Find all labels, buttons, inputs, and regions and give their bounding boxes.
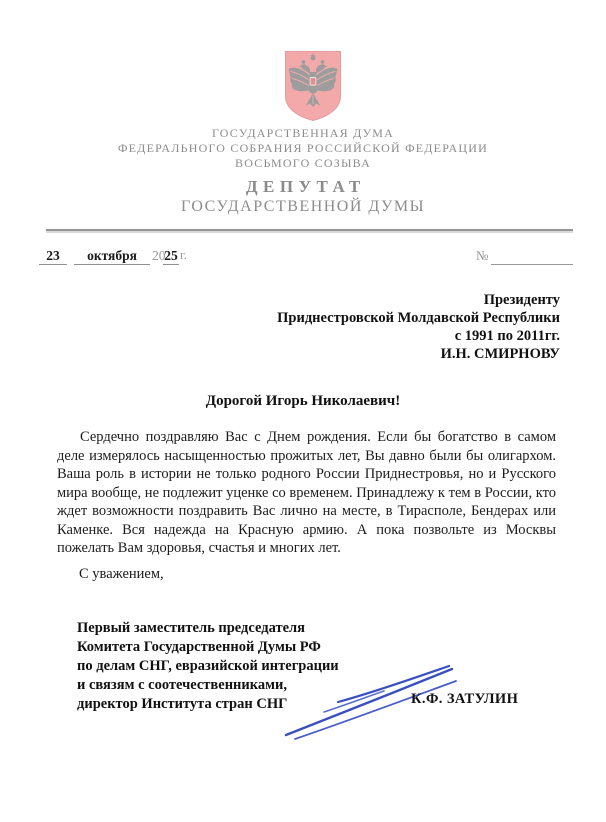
deputy-subtitle: ГОСУДАРСТВЕННОЙ ДУМЫ xyxy=(180,198,426,215)
coat-of-arms-icon xyxy=(283,50,343,122)
recipient-line: Приднестровской Молдавской Республики xyxy=(277,310,560,326)
date-day: 23 xyxy=(39,247,67,265)
date-year: 25 xyxy=(164,248,178,263)
salutation: Дорогой Игорь Николаевич! xyxy=(205,393,401,409)
date-number-row xyxy=(0,247,606,265)
signer-title-line: и связям с соотечественниками, xyxy=(77,677,287,693)
recipient-line: Президенту xyxy=(483,292,560,308)
signer-title-line: директор Института стран СНГ xyxy=(77,696,288,712)
recipient-line: И.Н. СМИРНОВУ xyxy=(440,346,560,362)
deputy-title: ДЕПУТАТ xyxy=(245,177,366,196)
signer-name: К.Ф. ЗАТУЛИН xyxy=(411,691,519,707)
org-name-line1: ГОСУДАРСТВЕННАЯ ДУМА xyxy=(211,126,395,140)
letter-body: Сердечно поздравляю Вас с Днем рождения. Если бы богатство в самом деле измерялось насыщенностью прожитых лет, Вы давно были бы олигархом. Ваша роль в истории не только родного России Приднестровья, но и Русского мира вообще, не подлежит уценке со временем. Принадлежу к тем в России, кто ждет возможности поздравить Вас лично на месте, в Тирасполе, Бендерах или Каменке. Вся надежда на Красную армию. А пока позвольте из Москвы пожелать Вам здоровья, счастья и многих лет. xyxy=(57,429,556,556)
header-divider xyxy=(46,229,573,231)
date-month: октября xyxy=(74,247,150,265)
signer-title-line: по делам СНГ, евразийской интеграции xyxy=(77,658,339,674)
org-name-line3: ВОСЬМОГО СОЗЫВА xyxy=(235,156,371,170)
recipient-block xyxy=(277,291,560,363)
number-blank-line xyxy=(491,247,573,265)
date-century: 20 xyxy=(152,248,166,263)
signer-title-line: Комитета Государственной Думы РФ xyxy=(77,639,321,655)
closing-phrase: С уважением, xyxy=(79,566,164,582)
number-label: № xyxy=(476,248,489,263)
recipient-line: с 1991 по 2011гг. xyxy=(454,328,560,344)
date-year-suffix: г. xyxy=(180,248,187,262)
signer-title-line: Первый заместитель председателя xyxy=(77,620,305,636)
org-name-line2: ФЕДЕРАЛЬНОГО СОБРАНИЯ РОССИЙСКОЙ ФЕДЕРАЦИИ xyxy=(117,141,489,155)
